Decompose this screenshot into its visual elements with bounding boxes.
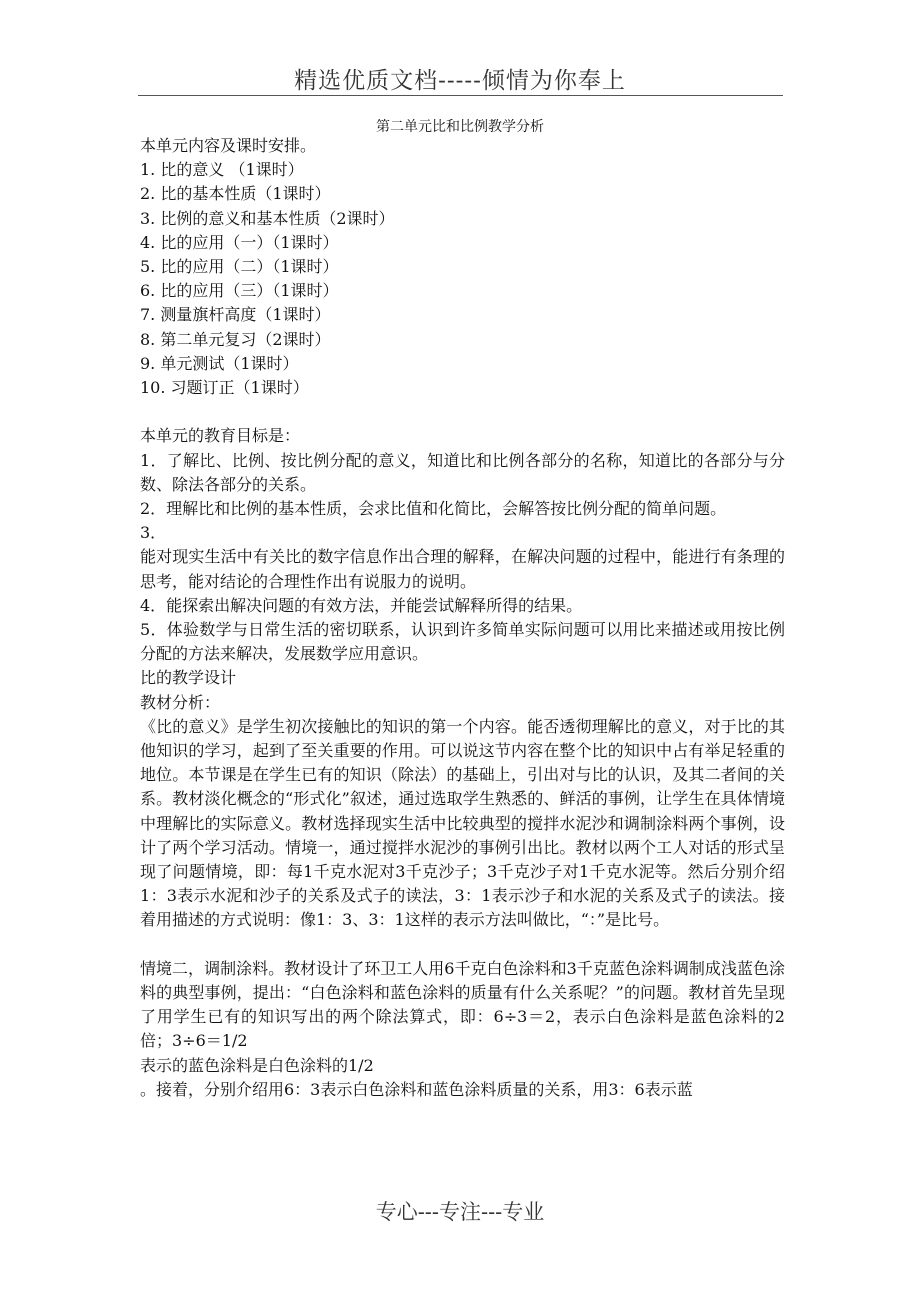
schedule-item: 10. 习题订正（1课时） xyxy=(140,378,309,398)
page-header: 精选优质文档-----倾情为你奉上 xyxy=(294,68,626,94)
document-body xyxy=(140,134,785,1102)
schedule-item: 4. 比的应用（一）（1课时） xyxy=(140,232,339,252)
schedule-item: 6. 比的应用（三）（1课时） xyxy=(140,281,339,301)
design-heading: 比的教学设计 xyxy=(140,668,237,688)
schedule-item: 8. 第二单元复习（2课时） xyxy=(140,329,331,349)
goals-heading: 本单元的教育目标是： xyxy=(140,426,301,446)
page-footer: 专心---专注---专业 xyxy=(375,1200,545,1224)
analysis-paragraph: 《比的意义》是学生初次接触比的知识的第一个内容。能否透彻理解比的意义，对于比的其他知识的学习，起到了至关重要的作用。可以说这节内容在整个比的知识中占有举足轻重的地位。本节课是在学生已有的知识（除法）的基础上，引出对与比的认识，及其二者间的关系。教材淡化概念的“形式化”叙述，通过选取学生熟悉的、鲜活的事例，让学生在具体情境中理解比的实际意义。教材选择现实生活中比较典型的搅拌水泥沙和调制涂料两个事例，设计了两个学习活动。情境一，通过搅拌水泥沙的事例引出比。教材以两个工人对话的形式呈现了问题情境，即：每1千克水泥对3千克沙子；3千克沙子对1千克水泥等。然后分别介绍1：3表示水泥和沙子的关系及式子的读法，3：1表示沙子和水泥的关系及式子的读法。接着用描述的方式说明：像1：3、3：1这样的表示方法叫做比，“：”是比号。 xyxy=(140,716,785,930)
schedule-heading: 本单元内容及课时安排。 xyxy=(140,136,317,155)
scenario-two-paragraph: 情境二，调制涂料。教材设计了环卫工人用6千克白色涂料和3千克蓝色涂料调制成浅蓝色涂料的典型事例，提出：“白色涂料和蓝色涂料的质量有什么关系呢？”的问题。教材首先呈现了用学生已有的知识写出的两个除法算式，即：6÷3＝2，表示白色涂料是蓝色涂料的2倍；3÷6＝1/2 xyxy=(140,958,785,1051)
goal-item: 3． xyxy=(140,523,167,543)
goal-item: 5．体验数学与日常生活的密切联系，认识到许多简单实际问题可以用比来描述或用按比例分配的方法来解决，发展数学应用意识。 xyxy=(140,620,785,664)
schedule-item: 3. 比例的意义和基本性质（2课时） xyxy=(140,208,395,228)
goal-item: 4．能探索出解决问题的有效方法，并能尝试解释所得的结果。 xyxy=(140,595,583,615)
goal-item: 能对现实生活中有关比的数字信息作出合理的解释，在解决问题的过程中，能进行有条理的思考，能对结论的合理性作出有说服力的说明。 xyxy=(140,547,785,591)
schedule-item: 5. 比的应用（二）（1课时） xyxy=(140,257,339,277)
schedule-item: 9. 单元测试（1课时） xyxy=(140,353,299,373)
blank-line xyxy=(140,933,785,957)
analysis-heading: 教材分析： xyxy=(140,692,221,712)
schedule-item: 1. 比的意义 （1课时） xyxy=(140,160,304,180)
final-line: 。接着，分别介绍用6：3表示白色涂料和蓝色涂料质量的关系，用3：6表示蓝 xyxy=(140,1079,693,1099)
schedule-item: 7. 测量旗杆高度（1课时） xyxy=(140,305,331,325)
header-divider xyxy=(138,95,783,96)
document-title: 第二单元比和比例教学分析 xyxy=(376,119,544,135)
schedule-item: 2. 比的基本性质（1课时） xyxy=(140,184,331,204)
goal-item: 2．理解比和比例的基本性质，会求比值和化简比，会解答按比例分配的简单问题。 xyxy=(140,499,727,519)
fraction-line: 表示的蓝色涂料是白色涂料的1/2 xyxy=(140,1055,374,1075)
blank-line xyxy=(140,400,785,424)
goal-item: 1．了解比、比例、按比例分配的意义，知道比和比例各部分的名称，知道比的各部分与分数、除法各部分的关系。 xyxy=(140,450,785,494)
